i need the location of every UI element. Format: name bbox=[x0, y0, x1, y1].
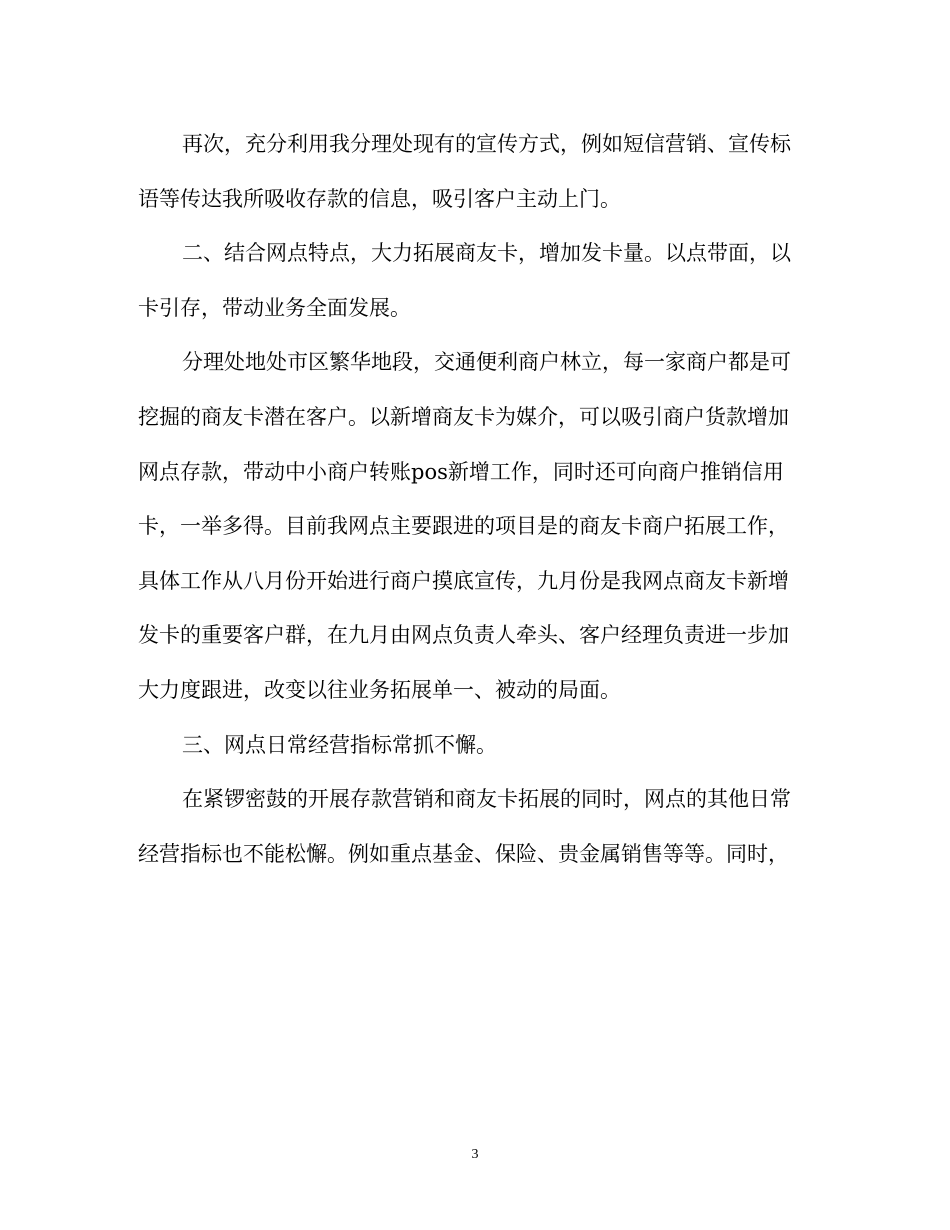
paragraph-line: 网点存款，带动中小商户转账pos新增工作，同时还可向商户推销信用 bbox=[138, 459, 784, 484]
paragraph-line: 挖掘的商友卡潜在客户。以新增商友卡为媒介，可以吸引商户货款增加 bbox=[138, 404, 789, 429]
paragraph-line: 经营指标也不能松懈。例如重点基金、保险、贵金属销售等等。同时， bbox=[138, 841, 789, 866]
paragraph-line: 大力度跟进，改变以往业务拓展单一、被动的局面。 bbox=[138, 677, 621, 702]
paragraph-line: 语等传达我所吸收存款的信息，吸引客户主动上门。 bbox=[138, 186, 621, 211]
section-heading-line: 二、结合网点特点，大力拓展商友卡，增加发卡量。以点带面，以 bbox=[182, 241, 791, 266]
section-heading-line: 卡引存，带动业务全面发展。 bbox=[138, 295, 411, 320]
paragraph-line: 在紧锣密鼓的开展存款营销和商友卡拓展的同时，网点的其他日常 bbox=[182, 787, 791, 812]
paragraph-line: 再次，充分利用我分理处现有的宣传方式，例如短信营销、宣传标 bbox=[182, 132, 791, 156]
paragraph-line: 分理处地处市区繁华地段，交通便利商户林立，每一家商户都是可 bbox=[182, 350, 791, 375]
paragraph-line: 发卡的重要客户群，在九月由网点负责人牵头、客户经理负责进一步加 bbox=[138, 623, 789, 648]
body-text bbox=[138, 117, 816, 881]
page-number: 3 bbox=[471, 1147, 479, 1162]
section-heading-line: 三、网点日常经营指标常抓不懈。 bbox=[182, 732, 497, 757]
paragraph-line: 卡，一举多得。目前我网点主要跟进的项目是的商友卡商户拓展工作， bbox=[138, 514, 789, 539]
paragraph-line: 具体工作从八月份开始进行商户摸底宣传，九月份是我网点商友卡新增 bbox=[138, 568, 789, 593]
